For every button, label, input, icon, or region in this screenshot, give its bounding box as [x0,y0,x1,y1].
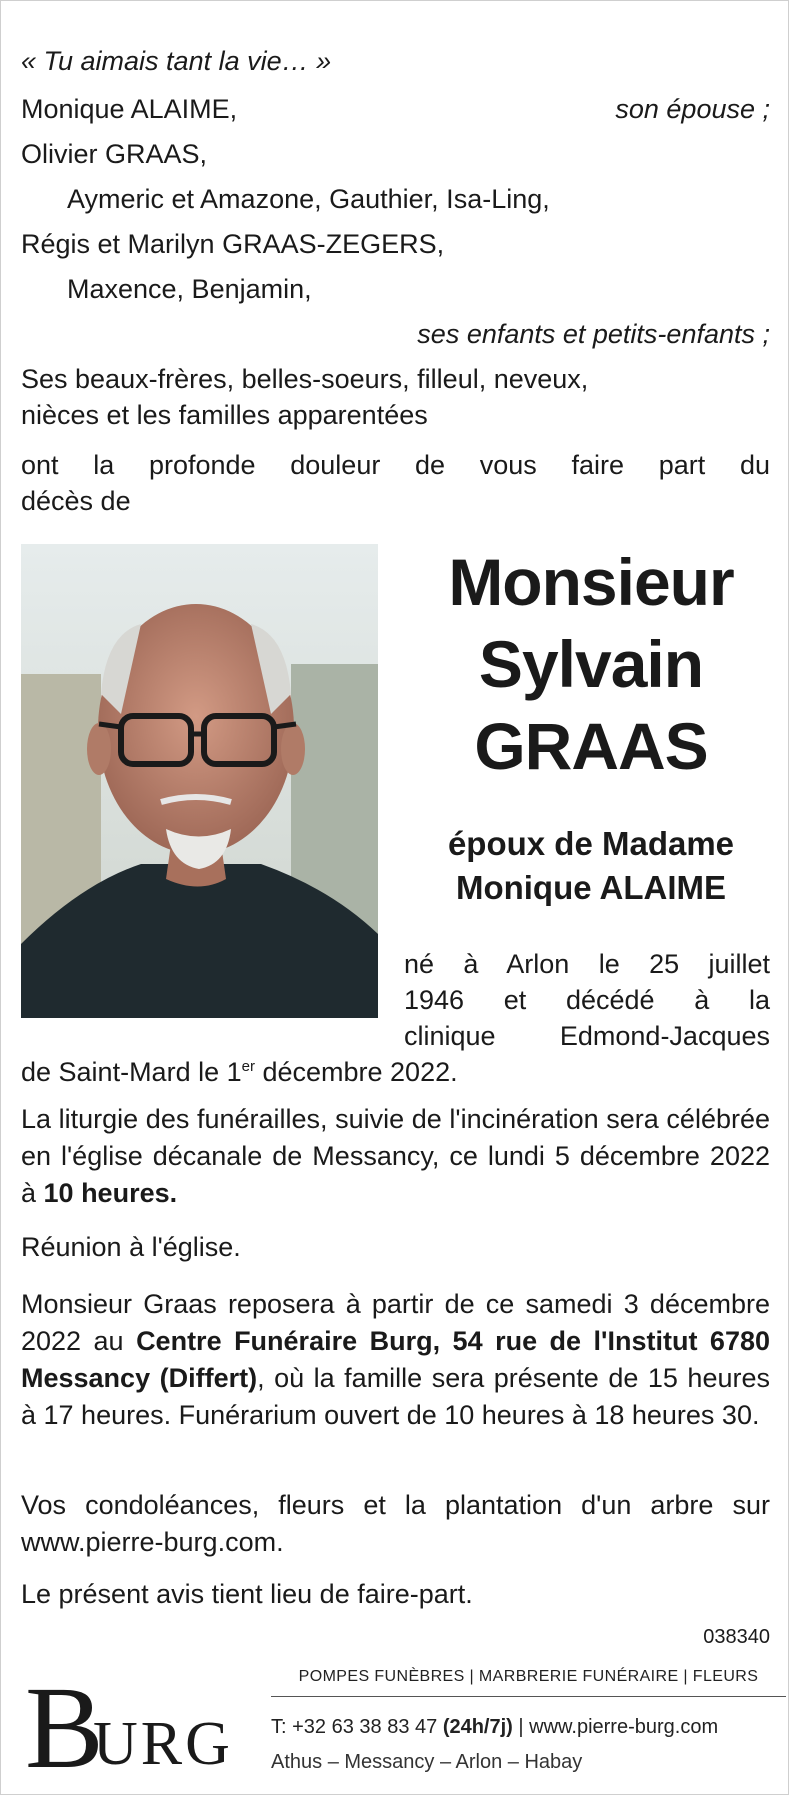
spouse-of-block [411,822,771,910]
birth-line-1: né à Arlon le 25 juillet [404,949,770,979]
birth-line-2: 1946 et décédé à la [404,985,770,1015]
deceased-photo [21,544,378,1018]
burg-logo [25,1662,235,1780]
services-line: POMPES FUNÈBRES | MARBRERIE FUNÉRAIRE | FLEURS [271,1668,786,1697]
reference-number: 038340 [703,1626,770,1648]
liturgy-text: La liturgie des funérailles, suivie de l'incinération sera célébrée en l'église décanale de Messancy, ce lundi 5 décembre 2022 à [21,1104,770,1208]
deceased-first-name: Sylvain [478,627,704,701]
contact-separator: | [518,1716,524,1738]
notice-line: Le présent avis tient lieu de faire-part. [21,1579,473,1609]
portrait-image [21,544,378,1018]
extended-family-line-1: Ses beaux-frères, belles-soeurs, filleul, neveux, [21,364,589,394]
grandchildren-2: Maxence, Benjamin, [67,274,312,304]
contact-line [271,1716,718,1739]
spouse-of-line-1: époux de Madame [447,825,735,862]
deceased-name-block [391,541,789,787]
deceased-last-name: GRAAS [474,709,708,783]
rest-text-b: , où la famille sera présente de 15 heures à 17 heures. Funérarium ouvert de 10 heures à 18 heures 30. [21,1363,770,1430]
grandchildren-1: Aymeric et Amazone, Gauthier, Isa-Ling, [67,184,550,214]
phone-hours: (24h/7j) [442,1716,513,1738]
spouse-row [21,91,770,128]
meeting-line: Réunion à l'église. [21,1232,241,1262]
death-place-a: de Saint-Mard le 1 [21,1057,242,1087]
website-link[interactable]: www.pierre-burg.com [529,1716,719,1738]
birth-death-block [404,946,770,1054]
announce-line-2: décès de [21,486,131,516]
child-1: Olivier GRAAS, [21,139,208,169]
announce-line-1: ont la profonde douleur de vous faire part du [21,450,770,480]
rest-paragraph [21,1286,770,1434]
logo-rest: URG [93,1710,233,1778]
funeral-home-footer [21,1656,770,1786]
death-place-b: décembre 2022. [254,1057,458,1087]
spouse-role: son épouse ; [615,94,770,124]
child-2: Régis et Marilyn GRAAS-ZEGERS, [21,229,445,259]
spouse-of-line-2: Monique ALAIME [455,869,727,906]
header-quote: « Tu aimais tant la vie… » [21,46,332,76]
logo-initial: B [25,1662,104,1780]
spouse-name: Monique ALAIME, [21,94,238,124]
condolences-paragraph: Vos condoléances, fleurs et la plantation d'un arbre sur www.pierre-burg.com. [21,1490,770,1557]
towns-line: Athus – Messancy – Arlon – Habay [271,1751,583,1773]
death-date-sup: er [241,1058,255,1075]
death-place-line [21,1054,770,1091]
deceased-title: Monsieur [448,545,734,619]
rest-text-a: Monsieur Graas reposera à partir de ce samedi 3 décembre 2022 au [21,1289,770,1356]
liturgy-paragraph [21,1101,770,1212]
children-role: ses enfants et petits-enfants ; [417,319,770,349]
phone-number: T: +32 63 38 83 47 [271,1716,438,1738]
birth-line-3: clinique Edmond-Jacques [404,1021,770,1051]
rest-place: Centre Funéraire Burg, 54 rue de l'Institut 6780 Messancy (Differt) [21,1326,770,1393]
liturgy-time: 10 heures. [43,1178,178,1208]
extended-family-line-2: nièces et les familles apparentées [21,400,428,430]
